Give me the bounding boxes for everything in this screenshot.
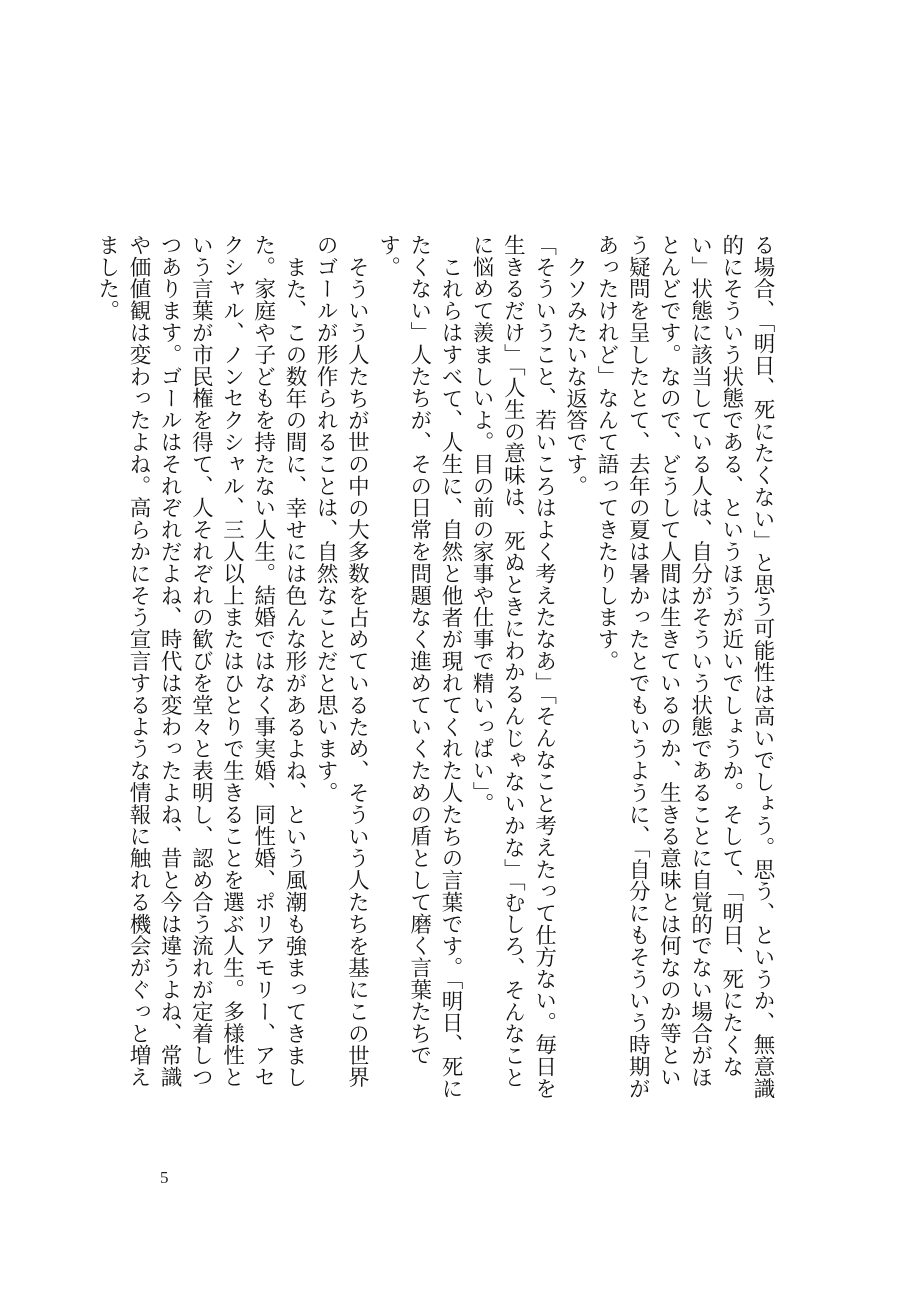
- page-number: 5: [160, 1168, 169, 1187]
- paragraph-3: 「そういうこと、若いころはよく考えたなあ」「そんなこと考えたって仕方ない。毎日を生きるだけ」「人生の意味は、死ぬときにわかるんじゃないかな」「むしろ、そんなことに悩めて羨ましいよ。目の前の家事や仕事で精いっぱい」。: [469, 234, 557, 1100]
- paragraph-2: クソみたいな返答です。: [562, 255, 588, 497]
- paragraph-6: また、この数年の間に、幸せには色んな形があるよね、という風潮も強まってきました。家庭や子どもを持たない人生。結婚ではなく事実婚、同性婚、ポリアモリー、アセクシャル、ノンセクシャル、三人以上またはひとりで生きることを選ぶ人生。多様性という言葉が市民権を得て、人それぞれの歓びを堂々と表明し、認め合う流れが定着しつつあります。ゴールはそれぞれだよね、時代は変わったよね、昔と今は違うよね、常識や価値観は変わったよね。高らかにそう宣言するような情報に触れる機会がぐっと増えました。: [94, 234, 307, 1089]
- paragraph-5: そういう人たちが世の中の大多数を占めているため、そういう人たちを基にこの世界のゴールが形作られることは、自然なことだと思います。: [313, 234, 370, 1088]
- body-text: [92, 234, 778, 1102]
- paragraph-1: る場合、「明日、死にたくない」と思う可能性は高いでしょう。思う、というか、無意識的にそういう状態である、というほうが近いでしょうか。そして、「明日、死にたくない」状態に該当している人は、自分がそういう状態であることに自覚的でない場合がほとんどです。なので、どうして人間は生きているのか、生きる意味とは何なのか等という疑問を呈したとて、去年の夏は暑かったとでもいうように、「自分にもそういう時期があったけれど」なんて語ってきたりします。: [593, 234, 775, 1100]
- paragraph-4: これらはすべて、人生に、自然と他者が現れてくれた人たちの言葉です。「明日、死にたくない」人たちが、その日常を問題なく進めていくための盾として磨く言葉たちです。: [375, 234, 463, 1099]
